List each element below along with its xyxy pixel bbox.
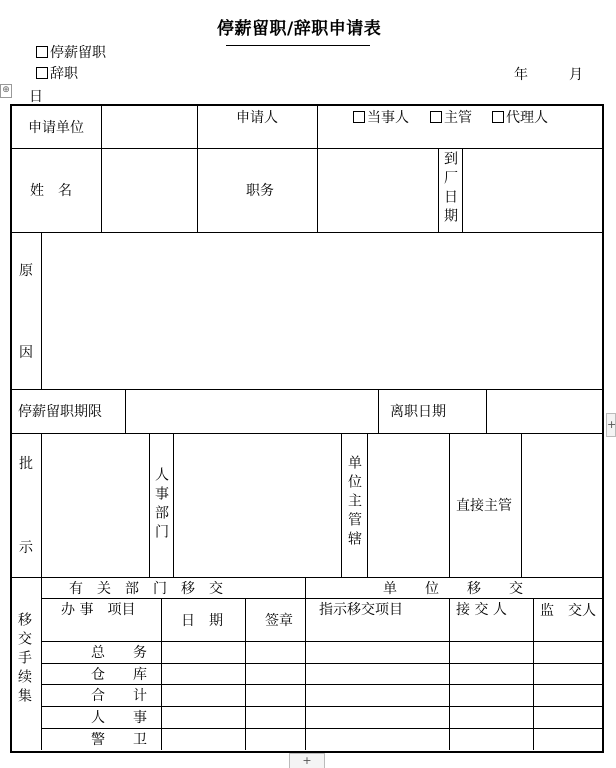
option-suspension[interactable]: 停薪留职 xyxy=(36,45,106,61)
handover-item: 合 计 xyxy=(91,688,147,704)
date-month: 月 xyxy=(569,67,583,83)
leave-date-label: 离职日期 xyxy=(390,404,446,420)
col-divider xyxy=(449,598,450,750)
row-divider xyxy=(42,641,602,642)
applicant-label: 申请人 xyxy=(236,110,278,126)
unit-handover-header: 单 位 移 交 xyxy=(383,581,523,597)
direct-supervisor-label: 直接主管 xyxy=(456,498,512,514)
approval-label-bottom: 示 xyxy=(19,540,33,556)
reason-field[interactable] xyxy=(43,234,600,387)
hr-dept-label: 人事部门 xyxy=(153,467,169,543)
checkbox-icon[interactable] xyxy=(430,111,442,123)
row-divider xyxy=(12,433,602,434)
name-field[interactable] xyxy=(103,150,195,230)
col-divider xyxy=(462,148,463,232)
col-divider xyxy=(41,433,42,577)
arrival-date-field[interactable] xyxy=(464,150,600,230)
period-label: 停薪留职期限 xyxy=(18,404,102,420)
col-header-receiver: 接 交 人 xyxy=(456,602,507,618)
col-divider xyxy=(41,577,42,750)
row-divider xyxy=(42,728,602,729)
col-divider xyxy=(533,598,534,750)
option-resignation[interactable]: 辞职 xyxy=(36,66,78,82)
approval-label-top: 批 xyxy=(19,456,33,472)
col-divider xyxy=(486,389,487,433)
col-divider xyxy=(341,433,342,577)
col-header-items: 办 事 项目 xyxy=(61,602,136,618)
position-label: 职务 xyxy=(246,183,274,199)
unit-supervisor-label: 单位主管辖 xyxy=(346,455,362,550)
row-divider xyxy=(42,598,602,599)
reason-label-bottom: 因 xyxy=(19,345,33,361)
form-title: 停薪留职/辞职申请表 xyxy=(217,19,382,39)
name-label: 姓 名 xyxy=(30,183,72,199)
row-divider xyxy=(42,663,602,664)
checkbox-icon[interactable] xyxy=(492,111,504,123)
add-column-button[interactable]: + xyxy=(606,413,616,437)
col-divider xyxy=(125,389,126,433)
col-divider xyxy=(449,433,450,577)
row-divider xyxy=(12,232,602,233)
col-header-instruct: 指示移交项目 xyxy=(319,602,403,618)
col-divider xyxy=(41,232,42,389)
col-divider xyxy=(173,433,174,577)
checkbox-icon[interactable] xyxy=(353,111,365,123)
col-divider xyxy=(101,104,102,232)
period-field[interactable] xyxy=(127,391,376,431)
col-divider xyxy=(197,104,198,232)
col-header-sign: 签章 xyxy=(265,613,293,629)
role-option-supervisor[interactable]: 主管 xyxy=(430,110,472,126)
role-option-agent[interactable]: 代理人 xyxy=(492,110,548,126)
col-divider xyxy=(149,433,150,577)
col-divider xyxy=(245,598,246,750)
position-field[interactable] xyxy=(319,150,436,230)
col-divider xyxy=(378,389,379,433)
dept-handover-header: 有 关 部 门 移 交 xyxy=(69,581,223,597)
handover-item: 仓 库 xyxy=(91,667,147,683)
handover-section-label: 移交手续集 xyxy=(16,612,32,707)
title-underline xyxy=(226,45,370,46)
unit-field[interactable] xyxy=(103,106,195,146)
unit-label: 申请单位 xyxy=(28,120,84,136)
row-divider xyxy=(12,389,602,390)
date-day: 日 xyxy=(29,89,43,105)
col-divider xyxy=(521,433,522,577)
handover-item: 总 务 xyxy=(91,645,147,661)
row-divider xyxy=(42,706,602,707)
col-header-date: 日 期 xyxy=(181,613,223,629)
col-divider xyxy=(317,104,318,232)
date-year: 年 xyxy=(514,67,528,83)
row-divider xyxy=(42,684,602,685)
col-divider xyxy=(438,148,439,232)
checkbox-icon[interactable] xyxy=(36,67,48,79)
add-row-button[interactable]: + xyxy=(289,753,325,768)
col-divider xyxy=(367,433,368,577)
leave-date-field[interactable] xyxy=(488,391,600,431)
col-divider xyxy=(161,598,162,750)
checkbox-icon[interactable] xyxy=(36,46,48,58)
handover-item: 警 卫 xyxy=(91,732,147,748)
row-divider xyxy=(12,577,602,578)
arrival-date-label: 到厂日期 xyxy=(442,151,458,227)
col-divider xyxy=(305,577,306,750)
reason-label-top: 原 xyxy=(19,263,33,279)
table-move-handle[interactable]: ⊕ xyxy=(0,84,12,98)
col-header-supervisor: 监 交人 xyxy=(540,603,596,619)
handover-item: 人 事 xyxy=(91,710,147,726)
role-option-party[interactable]: 当事人 xyxy=(353,110,409,126)
